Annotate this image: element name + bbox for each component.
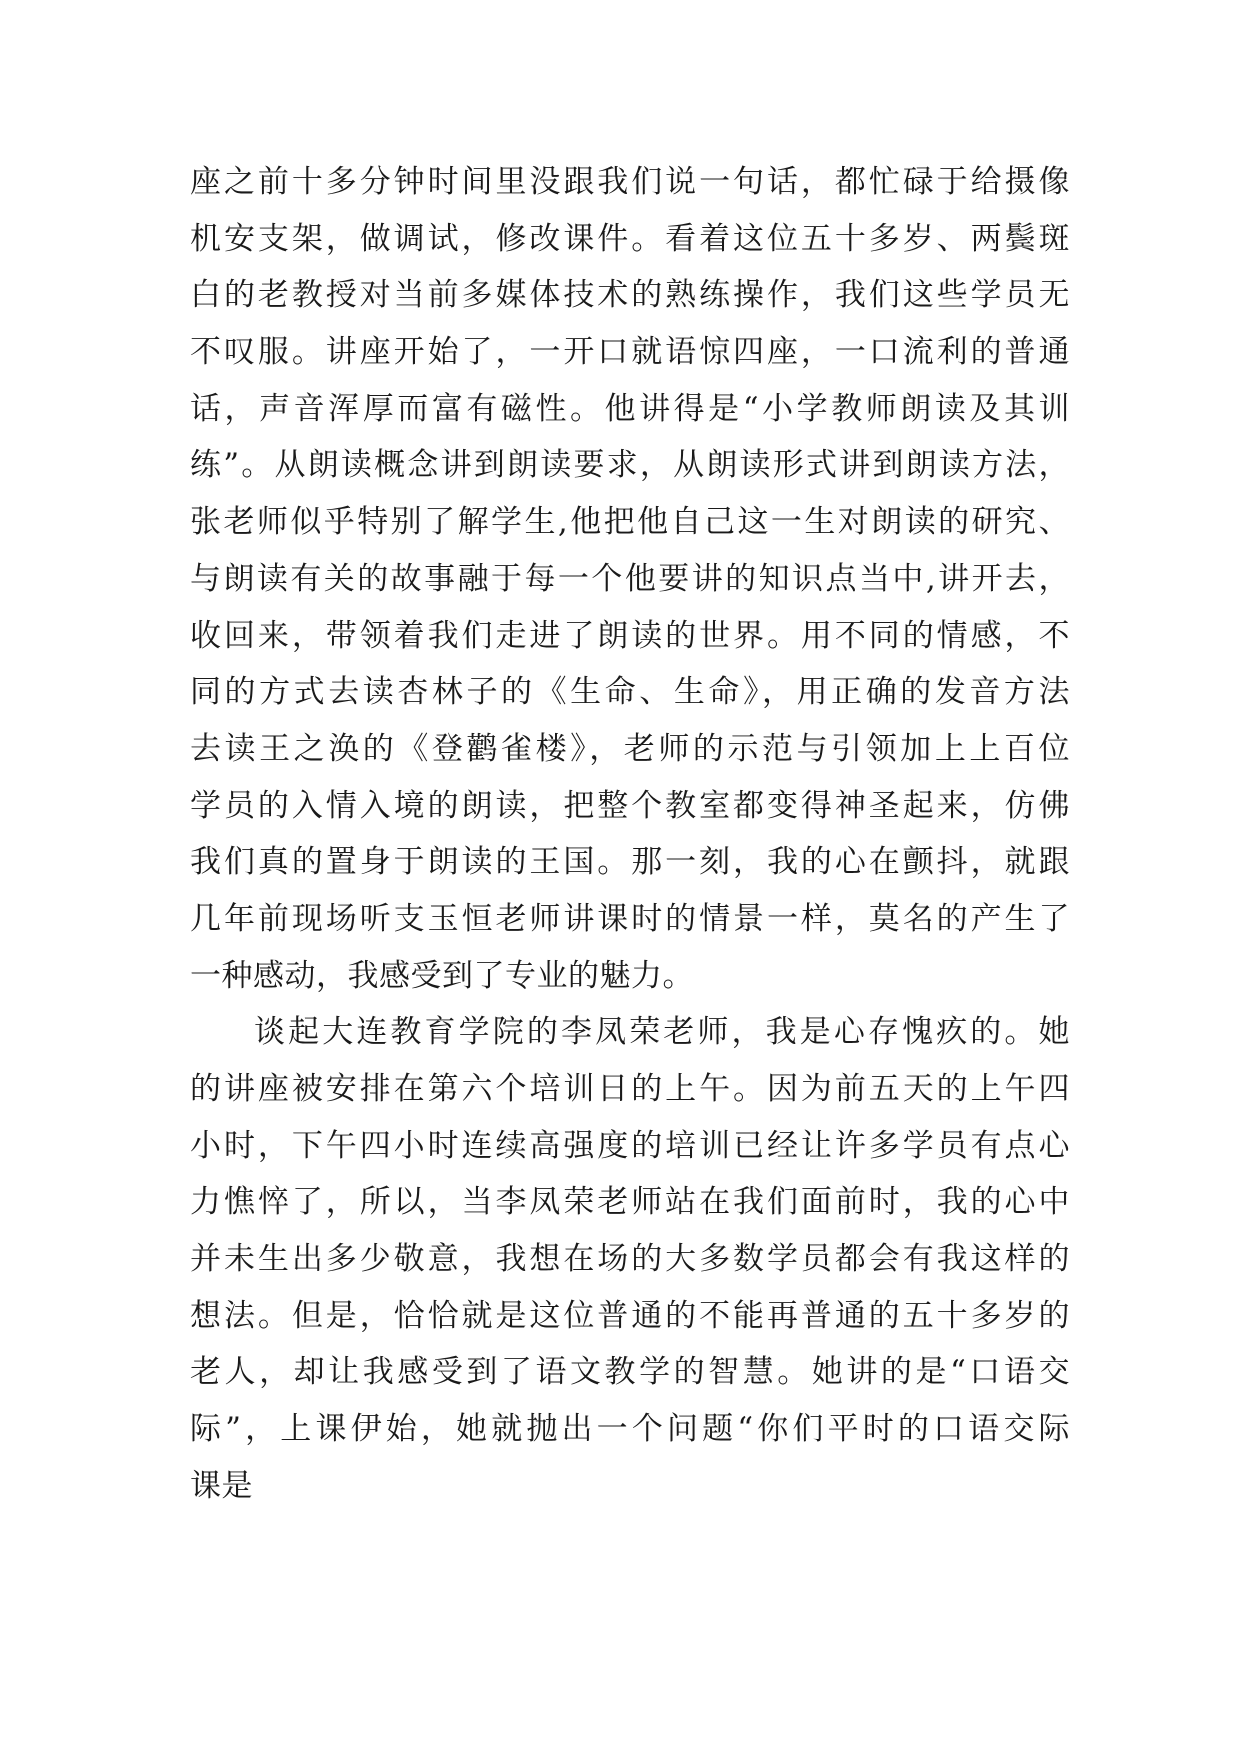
paragraph-1: [190, 154, 1070, 1004]
text-line: 小时，下午四小时连续高强度的培训已经让许多学员有点心: [190, 1127, 1070, 1164]
text-line: 的讲座被安排在第六个培训日的上午。因为前五天的上午四: [190, 1071, 1070, 1107]
text-line: 谈起大连教育学院的李凤荣老师，我是心存愧疚的。她: [254, 1014, 1070, 1051]
paragraph-2: [190, 1004, 1070, 1514]
text-line: 想法。但是，恰恰就是这位普通的不能再普通的五十多岁的: [190, 1297, 1070, 1334]
text-line: 与朗读有关的故事融于每一个他要讲的知识点当中,讲开去，: [190, 560, 1070, 597]
text-line: 收回来，带领着我们走进了朗读的世界。用不同的情感，不: [190, 617, 1070, 654]
text-line: 学员的入情入境的朗读，把整个教室都变得神圣起来，仿佛: [190, 787, 1070, 824]
text-line: 老人，却让我感受到了语文教学的智慧。她讲的是“口语交: [190, 1354, 1070, 1391]
text-line: 际”，上课伊始，她就抛出一个问题“你们平时的口语交际: [190, 1411, 1070, 1448]
body-text: [190, 154, 1070, 1515]
text-line: 去读王之涣的《登鹳雀楼》，老师的示范与引领加上上百位: [190, 730, 1070, 767]
text-line: 同的方式去读杏林子的《生命、生命》，用正确的发音方法: [190, 674, 1070, 711]
text-line: 课是: [190, 1467, 253, 1504]
text-line: 张老师似乎特别了解学生,他把他自己这一生对朗读的研究、: [190, 504, 1070, 541]
text-line: 并未生出多少敬意，我想在场的大多数学员都会有我这样的: [190, 1241, 1070, 1278]
text-line: 话，声音浑厚而富有磁性。他讲得是“小学教师朗读及其训: [190, 390, 1070, 427]
text-line: 一种感动，我感受到了专业的魅力。: [190, 957, 694, 994]
text-line: 白的老教授对当前多媒体技术的熟练操作，我们这些学员无: [190, 277, 1070, 314]
text-line: 几年前现场听支玉恒老师讲课时的情景一样，莫名的产生了: [190, 900, 1070, 937]
text-line: 不叹服。讲座开始了，一开口就语惊四座，一口流利的普通: [190, 334, 1070, 371]
text-line: 我们真的置身于朗读的王国。那一刻，我的心在颤抖，就跟: [190, 844, 1070, 881]
text-line: 座之前十多分钟时间里没跟我们说一句话，都忙碌于给摄像: [190, 164, 1070, 200]
text-line: 力憔悴了，所以，当李凤荣老师站在我们面前时，我的心中: [190, 1184, 1070, 1221]
text-line: 机安支架，做调试，修改课件。看着这位五十多岁、两鬓斑: [190, 220, 1070, 257]
text-line: 练”。从朗读概念讲到朗读要求，从朗读形式讲到朗读方法，: [190, 447, 1070, 484]
